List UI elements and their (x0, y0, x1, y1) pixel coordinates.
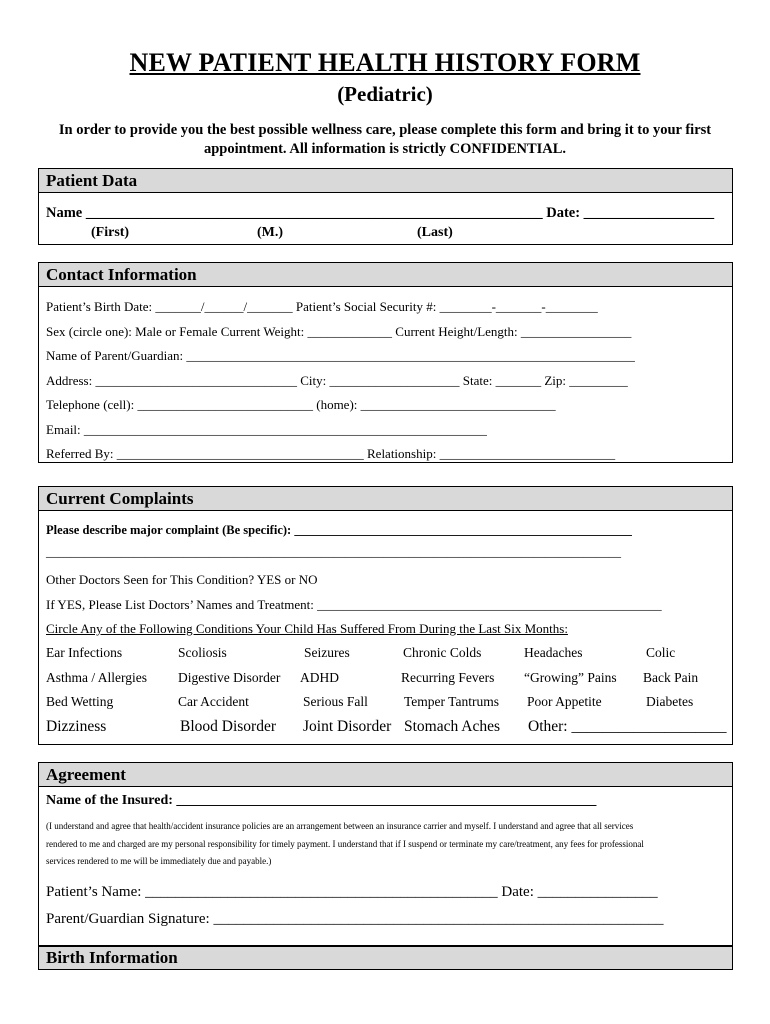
condition-option[interactable]: Temper Tantrums (404, 694, 499, 709)
telephone-field[interactable]: Telephone (cell): ___________________________ (home): ______________________________ (46, 397, 556, 412)
agreement-section (38, 762, 733, 946)
guardian-signature-field[interactable]: Parent/Guardian Signature: ____________________________________________________________ (46, 911, 664, 927)
address-field[interactable]: Address: _______________________________ City: ____________________ State: _______ Zip: _________ (46, 373, 628, 388)
form-title: NEW PATIENT HEALTH HISTORY FORM (129, 48, 641, 77)
condition-option[interactable]: Headaches (524, 645, 583, 660)
insured-name-field[interactable]: Name of the Insured: ____________________________________________________________ (46, 793, 597, 808)
condition-option[interactable]: Serious Fall (303, 694, 368, 709)
contact-section (38, 262, 733, 463)
first-name-label: (First) (91, 225, 130, 240)
conditions-grid (46, 645, 726, 741)
agreement-heading: Agreement (39, 763, 732, 787)
condition-option[interactable]: Poor Appetite (527, 694, 602, 709)
parent-guardian-field[interactable]: Name of Parent/Guardian: _____________________________________________________________________ (46, 348, 635, 363)
patient-data-heading: Patient Data (39, 169, 732, 193)
patient-name-date-field[interactable]: Patient’s Name: _______________________________________________ Date: ________________ (46, 884, 658, 900)
birth-section (38, 946, 733, 970)
major-complaint-field[interactable]: Please describe major complaint (Be specific): ______________________________________________________ (46, 523, 632, 537)
complaints-section (38, 486, 733, 745)
condition-option[interactable]: Digestive Disorder (178, 670, 281, 685)
condition-option[interactable]: Blood Disorder (180, 718, 277, 735)
condition-option[interactable]: Recurring Fevers (401, 670, 495, 685)
doctors-treatment-field[interactable]: If YES, Please List Doctors’ Names and Treatment: _____________________________________________________ (46, 597, 662, 612)
complaints-heading: Current Complaints (39, 487, 732, 511)
condition-option[interactable]: Diabetes (646, 694, 694, 709)
birth-ssn-field[interactable]: Patient’s Birth Date: _______/______/_______ Patient’s Social Security #: ________-_______-________ (46, 299, 598, 314)
disclaimer-line-1: (I understand and agree that health/accident insurance policies are an arrangement between an insurance carrier and myself. I understand and agree that all services (46, 821, 634, 831)
condition-option[interactable]: Dizziness (46, 718, 107, 735)
disclaimer-line-3: services rendered to me will be immediately due and payable.) (46, 856, 272, 866)
condition-option[interactable]: Ear Infections (46, 645, 123, 660)
condition-option[interactable]: Asthma / Allergies (46, 670, 147, 685)
condition-option[interactable]: Joint Disorder (303, 718, 392, 735)
patient-data-section (38, 168, 733, 245)
condition-option[interactable]: Back Pain (643, 670, 699, 685)
other-condition-field[interactable]: Other: ____________________ (528, 718, 727, 735)
condition-option[interactable]: ADHD (300, 670, 339, 685)
email-field[interactable]: Email: ______________________________________________________________ (46, 422, 487, 437)
sex-weight-height-field[interactable]: Sex (circle one): Male or Female Current Weight: _____________ Current Height/Length: _________________ (46, 324, 632, 339)
referred-by-field[interactable]: Referred By: ______________________________________ Relationship: ___________________________ (46, 446, 616, 461)
condition-option[interactable]: Stomach Aches (404, 718, 500, 735)
intro-text: In order to provide you the best possible wellness care, please complete this form and bring it to your first appointment. All information is strictly CONFIDENTIAL. (58, 122, 712, 157)
birth-heading: Birth Information (39, 947, 732, 969)
circle-instruction: Circle Any of the Following Conditions Your Child Has Suffered From During the Last Six Months: (46, 621, 568, 636)
condition-option[interactable]: Chronic Colds (403, 645, 482, 660)
contact-heading: Contact Information (39, 263, 732, 287)
name-field[interactable]: Name _______________________________________________________________ Date: __________________ (46, 205, 715, 221)
condition-option[interactable]: Seizures (304, 645, 350, 660)
condition-option[interactable]: “Growing” Pains (524, 670, 617, 685)
condition-option[interactable]: Car Accident (178, 694, 249, 709)
other-doctors-question[interactable]: Other Doctors Seen for This Condition? YES or NO (46, 572, 318, 587)
condition-option[interactable]: Bed Wetting (46, 694, 114, 709)
last-name-label: (Last) (417, 225, 453, 240)
disclaimer-line-2: rendered to me and charged are my personal responsibility for timely payment. I understand that if I suspend or terminate my care/treatment, any fees for professional (46, 839, 644, 849)
complaint-blank-line[interactable]: ____________________________________________________________________________________________ (46, 545, 621, 559)
condition-option[interactable]: Colic (646, 645, 676, 660)
middle-name-label: (M.) (257, 225, 284, 240)
form-subtitle: (Pediatric) (337, 82, 433, 106)
condition-option[interactable]: Scoliosis (178, 645, 227, 660)
